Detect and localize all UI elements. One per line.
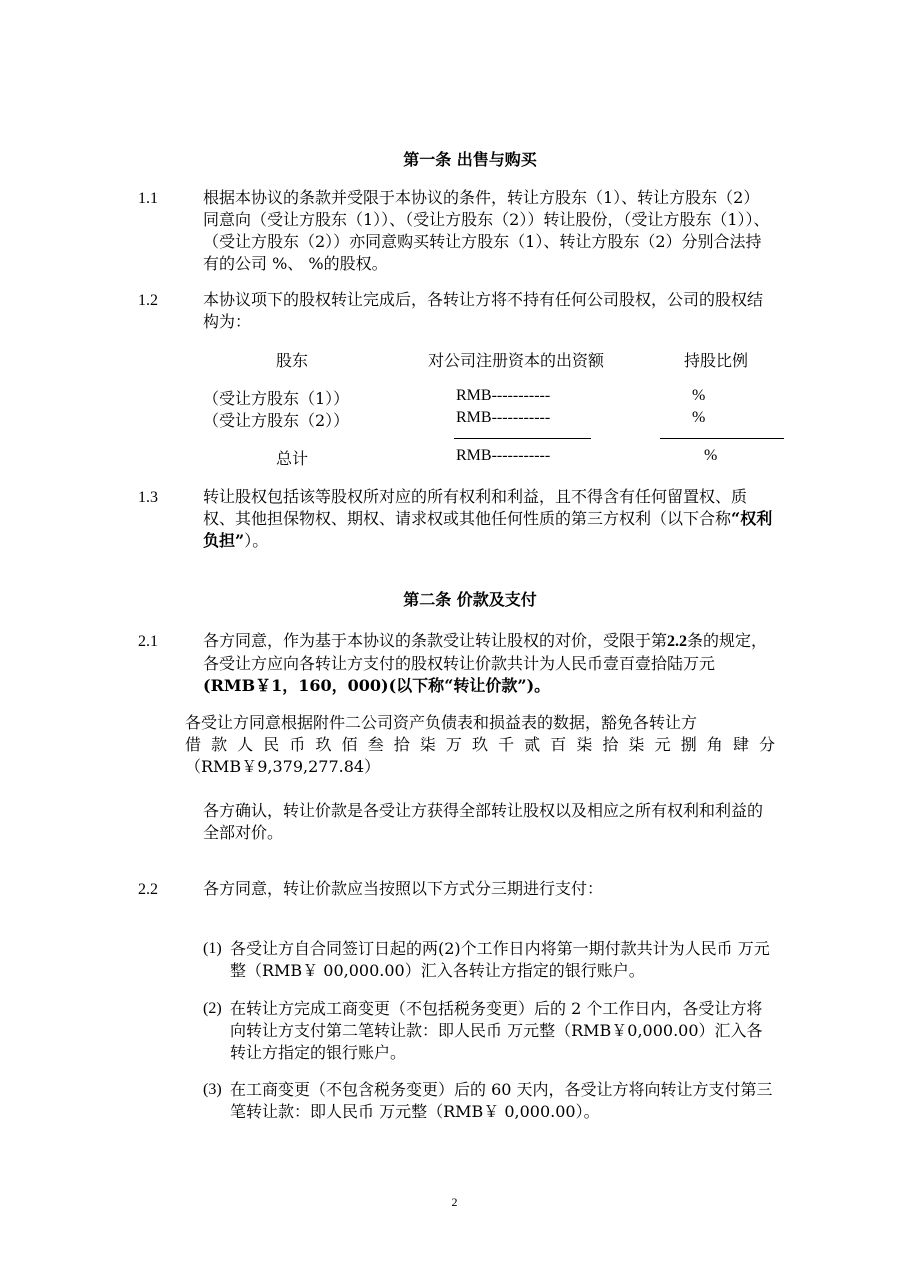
installment-item [203,998,775,1064]
loan-line: 借款人民币玖佰叁拾柒万玖千贰百柒拾柒元捌角肆分 [185,735,775,754]
confirm-paragraph: 各方确认，转让价款是各受让方获得全部转让股权以及相应之所有权利和利益的全部对价。 [203,801,764,842]
installment-marker: (1) [203,940,222,957]
clause-number-2-1: 2.1 [138,633,158,650]
section-heading-2: 第二条 价款及支付 [403,590,537,609]
clause-number-1-3: 1.3 [138,489,158,506]
table-total-percent: % [704,447,718,464]
table-total-label: 总计 [276,449,309,468]
clause-number-1-1: 1.1 [138,190,158,207]
clause-text: ）。 [244,531,269,550]
installment-item [203,938,775,982]
table-header-holder: 股东 [276,351,309,370]
clause-text-2-2: 各方同意，转让价款应当按照以下方式分三期进行支付： [203,879,604,898]
installment-item [203,1079,775,1123]
installment-text: 各受让方自合同签订日起的两(2)个工作日内将第一期付款共计为人民币 万元整（RMB￥ 00,000.00）汇入各转让方指定的银行账户。 [230,939,770,980]
loan-waiver-paragraph [185,712,775,778]
table-row-amount: RMB----------- [456,409,551,426]
clause-reference: 2.2 [667,633,688,650]
clause-text-1-3 [203,486,775,552]
installment-text: 在转让方完成工商变更（不包括税务变更）后的 2 个工作日内，各受让方将向转让方支付第二笔转让款：即人民币 万元整（RMB￥0,000.00）汇入各转让方指定的银行账户。 [230,999,763,1062]
loan-line: （RMB￥9,379,277.84） [185,757,381,776]
table-header-ratio: 持股比例 [684,351,749,370]
installment-marker: (3) [203,1081,222,1098]
total-rule-ratio [660,438,784,439]
clause-text-2-1 [203,630,775,697]
price-amount: (RMB￥1，160，000)(以下称 [203,676,445,695]
table-row-holder: （受让方股东（2）） [203,411,350,430]
table-row-percent: % [692,387,706,404]
defined-term: “转让价款” [444,676,527,695]
table-row-holder: （受让方股东（1）） [203,389,350,408]
table-row-percent: % [692,409,706,426]
total-rule-amount [454,438,591,439]
page-number: 2 [451,1195,458,1209]
loan-line: 各受让方同意根据附件二公司资产负债表和损益表的数据，豁免各转让方 [185,713,698,732]
installment-text: 在工商变更（不包含税务变更）后的 60 天内，各受让方将向转让方支付第三笔转让款：即人民币 万元整（RMB￥ 0,000.00）。 [230,1080,773,1121]
clause-text: 条的规定，各受让方应向各转让方支付的股权转让价款共计为人民币壹百壹拾陆万元 [203,631,768,673]
section-heading-1: 第一条 出售与购买 [403,150,537,169]
clause-number-2-2: 2.2 [138,881,158,898]
clause-text: )。 [526,676,551,695]
clause-text: 转让股权包括该等股权所对应的所有权利和利益，且不得含有任何留置权、质权、其他担保物权、期权、请求权或其他任何性质的第三方权利（以下合称 [203,487,748,528]
table-total-amount: RMB----------- [456,447,551,464]
table-row-amount: RMB----------- [456,387,551,404]
table-header-capital: 对公司注册资本的出资额 [428,351,605,370]
installment-marker: (2) [203,1000,222,1017]
clause-text: 各方同意，作为基于本协议的条款受让转让股权的对价，受限于第 [203,631,668,650]
clause-text-1-2: 本协议项下的股权转让完成后，各转让方将不持有任何公司股权，公司的股权结构为： [203,290,764,331]
clause-text-1-1: 根据本协议的条款并受限于本协议的条件，转让方股东（1）、转让方股东（2）同意向（受让方股东（1））、（受让方股东（2））转让股份，（受让方股东（1））、（受让方股东（2））亦同意购买转让方股东（1）、转让方股东（2）分别合法持有的公司 %、 %的股权。 [203,188,770,273]
clause-number-1-2: 1.2 [138,292,158,309]
defined-term: “权利负担” [203,509,773,550]
